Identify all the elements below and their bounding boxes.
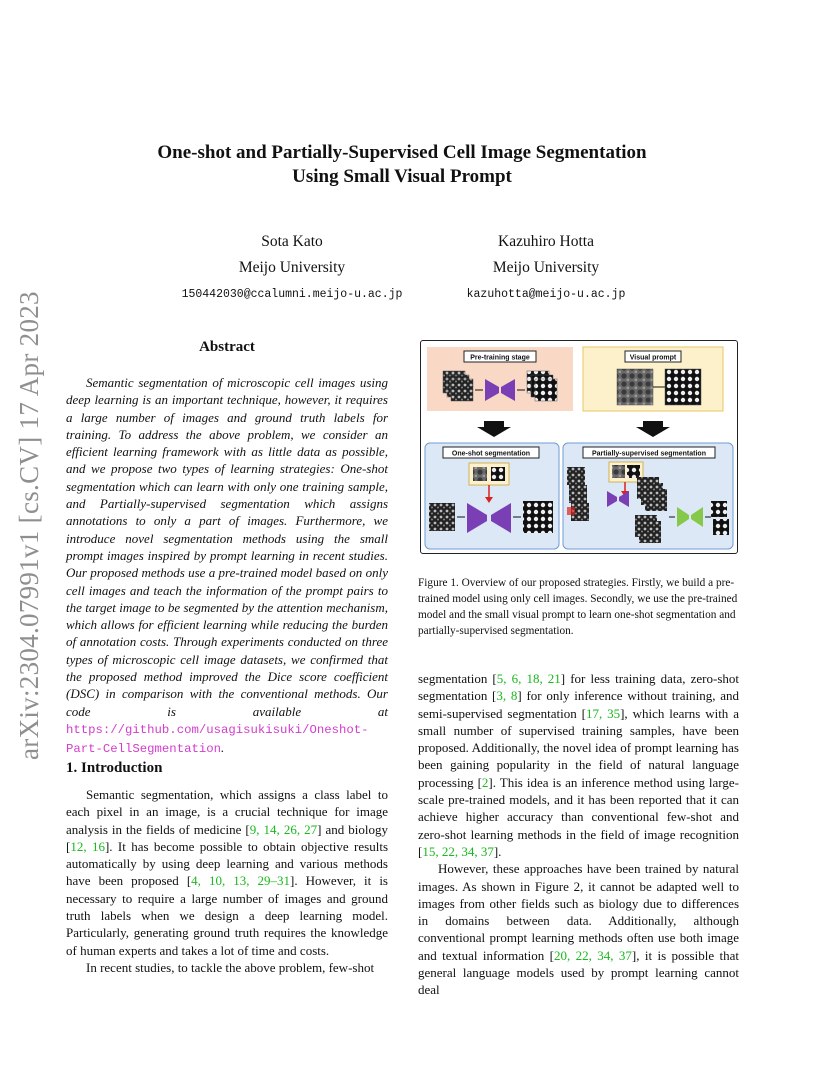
oneshot-panel [425,443,559,549]
down-arrow-icon [477,421,511,437]
pretraining-label: Pre-training stage [470,354,530,362]
abstract-body: Semantic segmentation of microscopic cell images using deep learning is an important technique, however, it requires a large number of images and ground truth labels for training. To address the above problem, we consider an efficient learning framework with as little data as possible, and we propose two types of learning strategies: One-shot segmentation which can learn with only one training sample, and Partially-supervised segmentation which assigns annotations to only a part of images. Furthermore, we introduce novel segmentation methods using the small prompt images inspired by prompt learning in recent studies. Our proposed methods use a pre-trained model based on only cell images and teach the information of the prompt pairs to the target image to be segmented by the attention mechanism, which allows for efficient learning while reducing the burden of annotation costs. Through experiments conducted on three types of microscopic cell image datasets, we confirmed that the proposed method improved the Dice score coefficient (DSC) in comparison with the conventional methods. Our code is available at https://github.com/usagisukisuki/Oneshot-Part-CellSegmentation. [66,375,388,757]
citation-link[interactable]: 9, 14, 26, 27 [249,821,318,837]
paragraph: However, these approaches have been trained by natural images. As shown in Figure 2, it cannot be adapted well to images from other fields such as biology due to differences in domains between data. Additionally, although conventional prompt learning methods often use both image and textual information [20, 22, 34, 37], it is possible that general language models used by prompt learning cannot deal [418,861,739,998]
figure-1-diagram [420,340,738,554]
title-line-1: One-shot and Partially-Supervised Cell Image Segmentation [157,142,647,163]
author-affiliation: Meijo University [492,259,600,276]
citation-link[interactable]: 15, 22, 34, 37 [422,843,494,859]
citation-link[interactable]: 3, 8 [496,688,518,704]
prompt-label-image [665,369,701,405]
figure-1-caption: Figure 1. Overview of our proposed strategies. Firstly, we build a pre-trained model using only cell images. Secondly, we use the pre-trained model and the small visual prompt to learn one-shot segmentation and partially-supervised segmentation. [418,577,738,637]
abstract-heading: Abstract [199,339,255,355]
citation-link[interactable]: 17, 35 [585,705,621,721]
introduction-body [66,786,388,976]
paragraph: segmentation [5, 6, 18, 21] for less training data, zero-shot segmentation [3, 8] for only inference without training, and semi-supervised segmentation [17, 35], which learns with a small number of supervised training samples, have been proposed. Additionally, the novel idea of prompt learning has been gaining popularity in the field of natural language processing [2]. This idea is an inference method using large-scale pre-trained models, and it has been reported that it can achieve higher accuracy than conventional few-shot and zero-shot learning methods in the field of image recognition [15, 22, 34, 37]. [418,671,739,859]
citation-link[interactable]: 5, 6, 18, 21 [496,671,561,686]
citation-link[interactable]: 4, 10, 13, 29–31 [191,873,291,889]
partial-label: Partially-supervised segmentation [592,450,706,458]
author-2 [406,229,686,309]
citation-link[interactable]: 2 [481,774,489,790]
paragraph: In recent studies, to tackle the above problem, few-shot [86,959,375,975]
figure-svg [421,341,737,553]
paper-title [0,141,804,189]
down-arrow-icon [636,421,670,437]
author-name: Kazuhiro Hotta [498,233,594,250]
citation-link[interactable]: 12, 16 [70,838,105,854]
right-column-body [418,670,739,999]
oneshot-label: One-shot segmentation [451,450,531,458]
author-email[interactable]: kazuhotta@meijo-u.ac.jp [466,288,626,301]
citation-link[interactable]: 20, 22, 34, 37 [554,947,632,963]
title-line-2: Using Small Visual Prompt [292,166,512,187]
code-link[interactable]: https://github.com/usagisukisuki/Oneshot-Part-CellSegmentation [66,722,369,757]
paragraph: Semantic segmentation, which assigns a class label to each pixel in an image, is a crucial technique for image analysis in the fields of medicine [9, 14, 26, 27] and biology [12, 16]. It has become possible to obtain objective results automatically by using deep learning and various methods have been proposed [4, 10, 13, 29–31]. However, it is necessary to require a large number of images and ground truth labels when we design a deep learning model. Particularly, generating ground truth requires the knowledge of human experts and takes a lot of time and costs. [66,787,389,958]
author-1 [152,229,432,309]
visual-prompt-label: Visual prompt [629,354,677,362]
arxiv-identifier: arXiv:2304.07991v1 [cs.CV] 17 Apr 2023 [14,291,44,760]
section-heading-introduction: 1. Introduction [66,760,163,776]
author-email[interactable]: 150442030@ccalumni.meijo-u.ac.jp [181,288,403,301]
abstract-text: Semantic segmentation of microscopic cell images using deep learning is an important technique, however, it requires a large number of images and ground truth labels for training. To address the above problem, we consider an efficient learning framework with as little data as possible, and we propose two types of learning strategies: One-shot segmentation which can learn with only one training sample, and Partially-supervised segmentation which assigns annotations to only a part of images. Furthermore, we introduce novel segmentation methods using the small prompt images inspired by prompt learning in recent studies. Our proposed methods use a pre-trained model based on only cell images and teach the information of the prompt pairs to the target image to be segmented by the attention mechanism, which allows for efficient learning while reducing the burden of annotation costs. Through experiments conducted on three types of microscopic cell image datasets, we confirmed that the proposed method improved the Dice score coefficient (DSC) in comparison with the conventional methods. Our code is available at [66,375,388,719]
prompt-image [617,369,653,405]
author-affiliation: Meijo University [238,259,346,276]
author-name: Sota Kato [261,233,323,250]
